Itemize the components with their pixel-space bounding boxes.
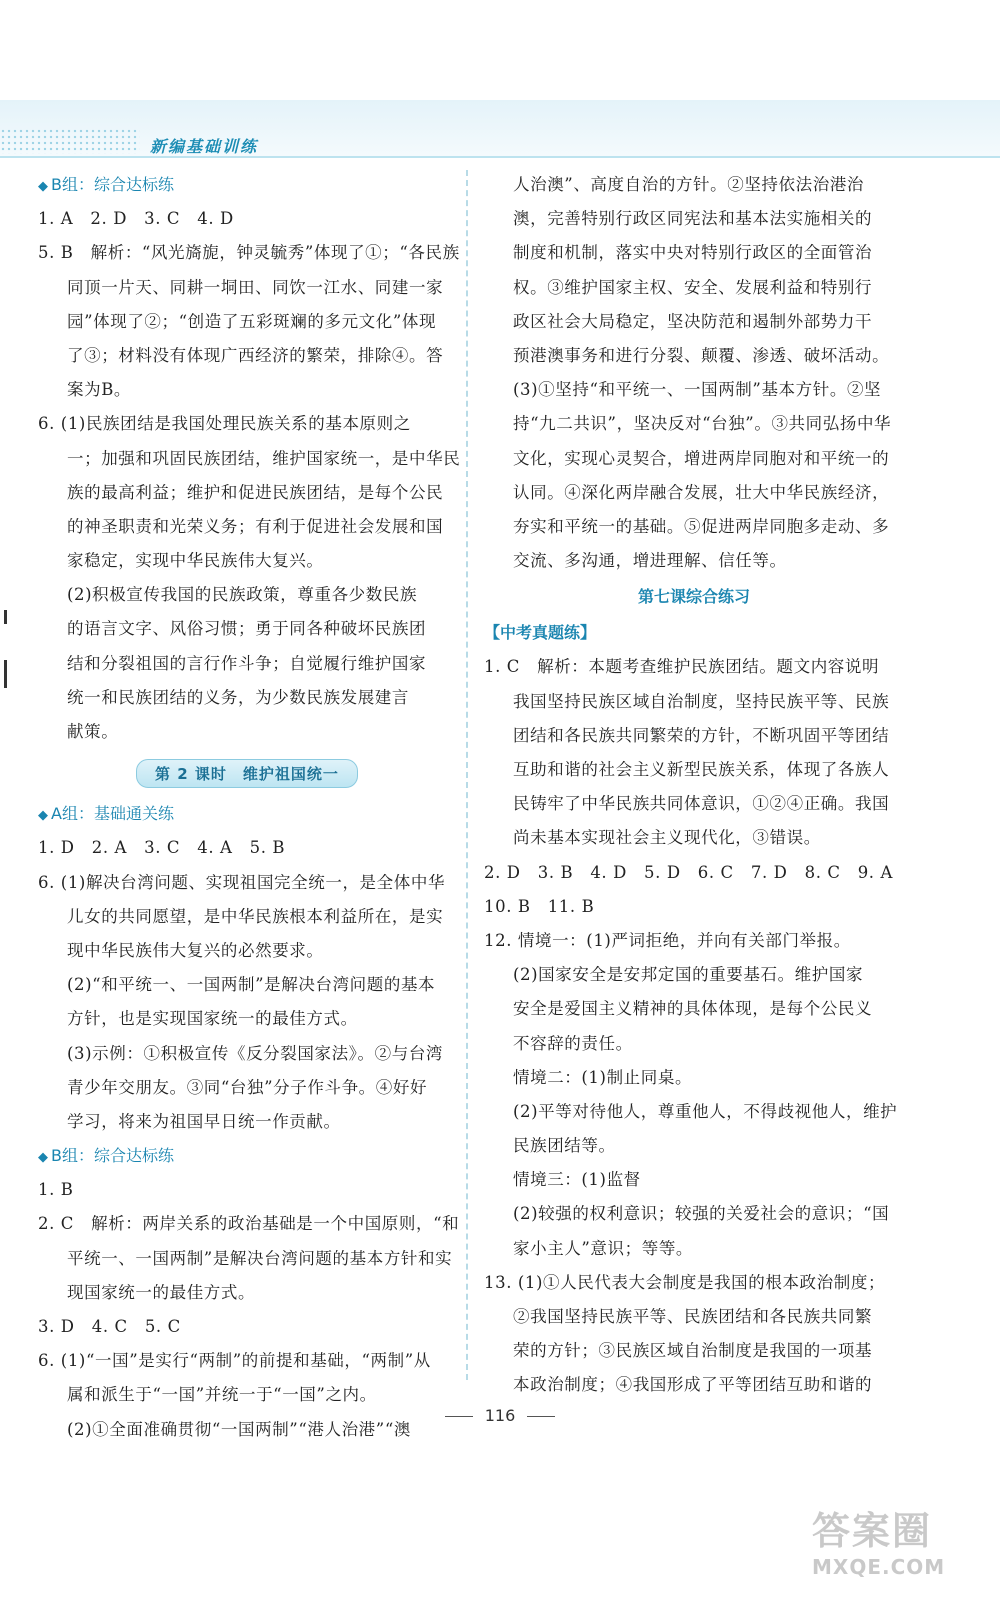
group-heading-text: B组：综合达标练 bbox=[51, 1146, 174, 1166]
page-number-dash bbox=[445, 1416, 473, 1417]
answer-line: (3)①坚持“和平统一、一国两制”基本方针。②坚 bbox=[513, 380, 882, 400]
answer-line: 情境三：(1)监督 bbox=[513, 1170, 641, 1190]
answer-line: 2. C 解析：两岸关系的政治基础是一个中国原则，“和 bbox=[38, 1214, 460, 1234]
answer-line: 政区社会大局稳定，坚决防范和遏制外部势力干 bbox=[513, 311, 873, 331]
answer-line: 3. D 4. C 5. C bbox=[38, 1317, 181, 1336]
answer-line: 1. B bbox=[38, 1180, 74, 1200]
answer-line: 持“九二共识”，坚决反对“台独”。③共同弘扬中华 bbox=[513, 414, 892, 434]
left-column bbox=[38, 168, 461, 1447]
answer-line: 夯实和平统一的基础。⑤促进两岸同胞多走动、多 bbox=[513, 516, 890, 536]
answer-line: 儿女的共同愿望，是中华民族根本利益所在，是实 bbox=[67, 906, 444, 926]
diamond-icon: ◆ bbox=[38, 1150, 48, 1166]
answer-line: (2)平等对待他人，尊重他人，不得歧视他人，维护 bbox=[513, 1101, 898, 1121]
answer-line: (2)国家安全是安邦定国的重要基石。维护国家 bbox=[513, 965, 864, 985]
section-title: 第七课综合练习 bbox=[637, 587, 750, 607]
lesson-heading bbox=[38, 749, 456, 797]
book-series-title: 新编基础训练 bbox=[150, 137, 259, 156]
answer-line: 献策。 bbox=[67, 722, 119, 741]
answer-line: 我国坚持民族区域自治制度，坚持民族平等、民族 bbox=[513, 691, 890, 711]
answer-line: (2)①全面准确贯彻“一国两制”“港人治港”“澳 bbox=[67, 1419, 411, 1439]
answer-line: (2)积极宣传我国的民族政策，尊重各少数民族 bbox=[67, 585, 418, 605]
group-heading-text: B组：综合达标练 bbox=[51, 175, 174, 194]
answer-line: 一；加强和巩固民族团结，维护国家统一，是中华民 bbox=[67, 448, 461, 468]
diamond-icon: ◆ bbox=[38, 808, 48, 824]
answer-line: (2)较强的权利意识；较强的关爱社会的意识；“国 bbox=[513, 1204, 890, 1224]
answer-line: 预港澳事务和进行分裂、颠覆、渗透、破坏活动。 bbox=[513, 345, 890, 365]
left-margin-mark bbox=[4, 610, 7, 624]
answer-line: 学习，将来为祖国早日统一作贡献。 bbox=[67, 1111, 341, 1131]
watermark-text-bottom: MXQE.COM bbox=[812, 1555, 946, 1579]
answer-line: 12. 情境一：(1)严词拒绝，并向有关部门举报。 bbox=[484, 930, 851, 950]
answer-line: 13. (1)①人民代表大会制度是我国的根本政治制度； bbox=[484, 1272, 886, 1292]
answer-line: 互助和谐的社会主义新型民族关系，体现了各族人 bbox=[513, 760, 890, 779]
answer-line: 交流、多沟通，增进理解、信任等。 bbox=[513, 551, 787, 571]
answer-line: 6. (1)民族团结是我国处理民族关系的基本原则之 bbox=[38, 414, 411, 434]
answer-line: 权。③维护国家主权、安全、发展利益和特别行 bbox=[513, 277, 873, 297]
answer-line: 民铸牢了中华民族共同体意识，①②④正确。我国 bbox=[513, 794, 890, 814]
answer-line: 结和分裂祖国的言行作斗争；自觉履行维护国家 bbox=[67, 653, 427, 673]
answer-line: 统一和民族团结的义务，为少数民族发展建言 bbox=[67, 687, 409, 707]
diamond-icon: ◆ bbox=[38, 179, 48, 194]
answer-line: 团结和各民族共同繁荣的方针，不断巩固平等团结 bbox=[513, 725, 890, 745]
answer-line: (3)示例：①积极宣传《反分裂国家法》。②与台湾 bbox=[67, 1043, 444, 1063]
answer-line: 案为B。 bbox=[67, 380, 132, 400]
answer-line: 本政治制度；④我国形成了平等团结互助和谐的 bbox=[513, 1375, 873, 1395]
answer-line: 1. D 2. A 3. C 4. A 5. B bbox=[38, 838, 286, 858]
lesson-heading-text: 第 2 课时 维护祖国统一 bbox=[136, 759, 358, 788]
answer-line: 澳，完善特别行政区同宪法和基本法实施相关的 bbox=[513, 209, 873, 229]
header-rule bbox=[0, 156, 1000, 158]
answer-line: 安全是爱国主义精神的具体体现，是每个公民义 bbox=[513, 999, 873, 1019]
answer-line: 园”体现了②；“创造了五彩斑斓的多元文化”体现 bbox=[67, 311, 437, 331]
answer-line: 尚未基本实现社会主义现代化，③错误。 bbox=[513, 828, 821, 848]
answer-line: 的神圣职责和光荣义务；有利于促进社会发展和国 bbox=[67, 516, 444, 536]
answer-line: ②我国坚持民族平等、民族团结和各民族共同繁 bbox=[513, 1307, 873, 1326]
answer-line: 平统一、一国两制”是解决台湾问题的基本方针和实 bbox=[67, 1248, 453, 1268]
watermark bbox=[812, 1500, 982, 1590]
watermark-text-top: 答案圈 bbox=[812, 1509, 933, 1553]
answer-line: 不容辞的责任。 bbox=[513, 1033, 633, 1053]
group-heading bbox=[38, 1139, 456, 1173]
answer-line: 青少年交朋友。③同“台独”分子作斗争。④好好 bbox=[67, 1077, 428, 1097]
header-dot-pattern bbox=[0, 128, 140, 154]
answer-line: 6. (1)“一国”是实行“两制”的前提和基础，“两制”从 bbox=[38, 1351, 431, 1371]
right-column bbox=[484, 168, 904, 1403]
answer-line: 2. D 3. B 4. D 5. D 6. C 7. D 8. C 9. A bbox=[484, 862, 894, 882]
answer-line: 属和派生于“一国”并统一于“一国”之内。 bbox=[67, 1385, 377, 1405]
page-number-dash bbox=[527, 1416, 555, 1417]
group-heading bbox=[38, 168, 456, 202]
answer-line: 文化，实现心灵契合，增进两岸同胞对和平统一的 bbox=[513, 448, 890, 468]
answer-line: 1. A 2. D 3. C 4. D bbox=[38, 209, 234, 229]
answer-line: 方针，也是实现国家统一的最佳方式。 bbox=[67, 1009, 358, 1029]
group-heading-text: A组：基础通关练 bbox=[51, 804, 174, 824]
answer-line: 了③；材料没有体现广西经济的繁荣，排除④。答 bbox=[67, 345, 444, 365]
answer-line: (2)“和平统一、一国两制”是解决台湾问题的基本 bbox=[67, 975, 436, 995]
left-margin-mark bbox=[4, 660, 7, 688]
answer-line: 5. B 解析：“风光旖旎，钟灵毓秀”体现了①；“各民族 bbox=[38, 243, 460, 263]
column-divider bbox=[466, 170, 468, 1380]
page-number bbox=[0, 1406, 1000, 1425]
page-number-text: 116 bbox=[484, 1406, 516, 1425]
answer-line: 家稳定，实现中华民族伟大复兴。 bbox=[67, 551, 324, 571]
answer-line: 的语言文字、风俗习惯；勇于同各种破坏民族团 bbox=[67, 619, 427, 639]
answer-line: 认同。④深化两岸融合发展，壮大中华民族经济， bbox=[513, 482, 890, 502]
group-heading bbox=[38, 797, 456, 831]
answer-line: 1. C 解析：本题考查维护民族团结。题文内容说明 bbox=[484, 657, 880, 677]
answer-line: 人治澳”、高度自治的方针。②坚持依法治港治 bbox=[513, 175, 865, 194]
exam-practice-heading: 【中考真题练】 bbox=[484, 623, 597, 643]
answer-line: 荣的方针；③民族区域自治制度是我国的一项基 bbox=[513, 1341, 873, 1361]
answer-line: 家小主人”意识；等等。 bbox=[513, 1238, 694, 1258]
answer-line: 情境二：(1)制止同桌。 bbox=[513, 1067, 693, 1087]
answer-line: 现中华民族伟大复兴的必然要求。 bbox=[67, 940, 324, 960]
answer-line: 6. (1)解决台湾问题、实现祖国完全统一，是全体中华 bbox=[38, 872, 446, 892]
answer-line: 同顶一片天、同耕一垌田、同饮一江水、同建一家 bbox=[67, 277, 444, 297]
answer-line: 民族团结等。 bbox=[513, 1136, 616, 1156]
answer-line: 10. B 11. B bbox=[484, 896, 595, 916]
answer-line: 现国家统一的最佳方式。 bbox=[67, 1282, 256, 1302]
answer-line: 族的最高利益；维护和促进民族团结，是每个公民 bbox=[67, 482, 444, 502]
answer-line: 制度和机制，落实中央对特别行政区的全面管治 bbox=[513, 243, 873, 263]
